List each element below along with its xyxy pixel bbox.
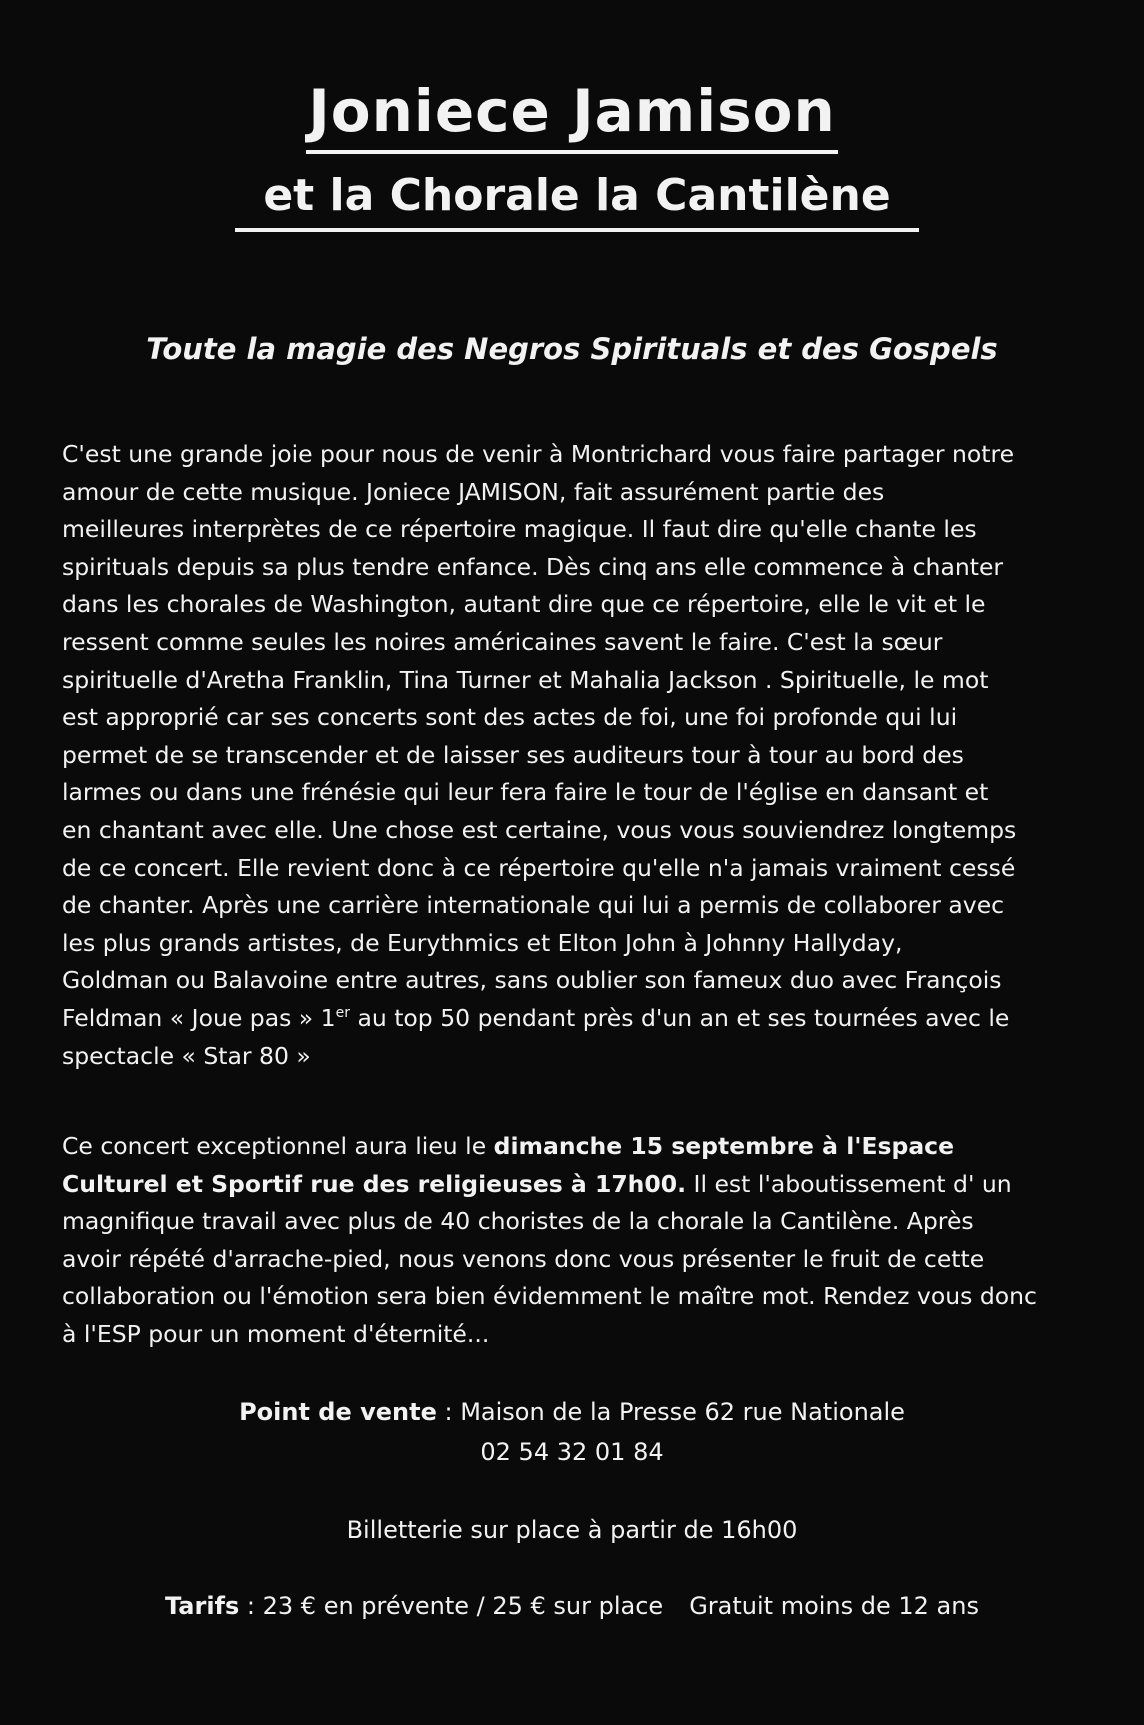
text-segment: Feldman « Joue pas » 1 [62,1003,336,1032]
event-paragraph [62,1128,1082,1354]
text-line: meilleures interprètes de ce répertoire magique. Il faut dire qu'elle chante les [62,515,977,544]
text-line: spirituals depuis sa plus tendre enfance. Dès cinq ans elle commence à chanter [62,552,1004,581]
text-line: dans les chorales de Washington, autant dire que ce répertoire, elle le vit et le [62,590,986,619]
text-line: en chantant avec elle. Une chose est certaine, vous vous souviendrez longtemps [62,815,1017,844]
text-line [62,1166,1082,1204]
text-segment: Ce concert exceptionnel aura lieu le [62,1132,494,1160]
text-line: spirituelle d'Aretha Franklin, Tina Turner et Mahalia Jackson . Spirituelle, le mot [62,665,989,694]
sale-place: Maison de la Presse 62 rue Nationale [460,1398,905,1426]
text-line: C'est une grande joie pour nous de venir à Montrichard vous faire partager notre [62,440,1015,468]
text-segment: au top 50 pendant près d'un an et ses tournées avec le [349,1003,1010,1032]
text-line [62,1128,1082,1166]
text-line: permet de se transcender et de laisser ses auditeurs tour à tour au bord des [62,740,964,769]
text-line [62,1000,1082,1038]
text-segment: Il est l'aboutissement d' un [686,1169,1012,1198]
tarifs-label: Tarifs [165,1592,240,1620]
page-title: Joniece Jamison [306,80,838,154]
event-venue: Culturel et Sportif rue des religieuses à 17h00. [62,1169,687,1198]
text-line: de chanter. Après une carrière internationale qui lui a permis de collaborer avec [62,891,1005,920]
text-line: est approprié car ses concerts sont des actes de foi, une foi profonde qui lui [62,703,958,732]
sale-phone: 02 54 32 01 84 [480,1438,664,1466]
tarifs-prices: 23 € en prévente / 25 € sur place [262,1592,664,1620]
text-line: ressent comme seules les noires américaines savent le faire. C'est la sœur [62,627,943,656]
tarifs-free: Gratuit moins de 12 ans [689,1592,979,1620]
text-line: larmes ou dans une frénésie qui leur fera faire le tour de l'église en dansant et [62,778,989,807]
point-of-sale [0,1398,1144,1426]
superscript: er [335,1005,350,1022]
text-line: amour de cette musique. Joniece JAMISON, fait assurément partie des [62,477,885,506]
tagline: Toute la magie des Negros Spirituals et des Gospels [146,332,998,366]
text-line: à l'ESP pour un moment d'éternité... [62,1319,490,1348]
ticketing-info: Billetterie sur place à partir de 16h00 [346,1516,798,1544]
prices [0,1592,1144,1620]
text-line: avoir répété d'arrache-pied, nous venons donc vous présenter le fruit de cette [62,1244,985,1273]
text-line: de ce concert. Elle revient donc à ce répertoire qu'elle n'a jamais vraiment cessé [62,853,1016,882]
text-line: Goldman ou Balavoine entre autres, sans oublier son fameux duo avec François [62,966,1002,995]
page-subtitle: et la Chorale la Cantilène [235,172,918,232]
description-paragraph [62,436,1082,1075]
text-line: les plus grands artistes, de Eurythmics et Elton John à Johnny Hallyday, [62,928,903,957]
text-line: spectacle « Star 80 » [62,1041,311,1070]
text-line: magnifique travail avec plus de 40 choristes de la chorale la Cantilène. Après [62,1207,974,1236]
text-line: collaboration ou l'émotion sera bien évidemment le maître mot. Rendez vous donc [62,1282,1037,1311]
title-block [0,77,1144,232]
event-date: dimanche 15 septembre à l'Espace [493,1132,955,1160]
tarifs-separator: : [239,1592,263,1620]
sale-label: Point de vente [239,1398,437,1426]
sale-separator: : [436,1398,461,1426]
